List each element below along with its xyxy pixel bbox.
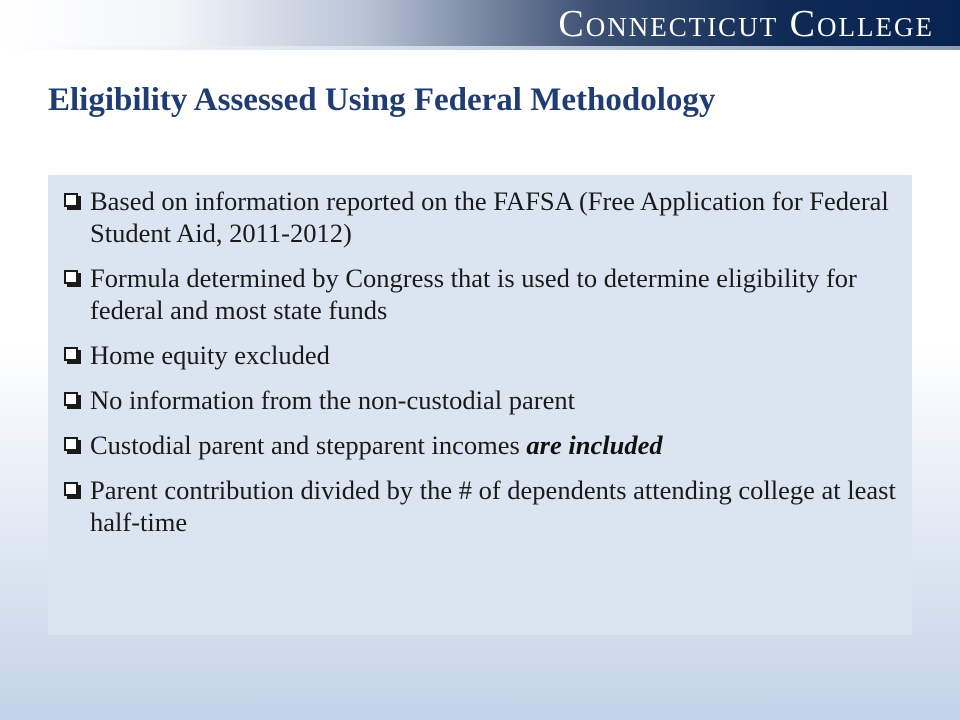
header-divider [0, 46, 960, 50]
bullet-emphasis: are included [526, 430, 663, 460]
bullet-panel [48, 175, 912, 635]
checkbox-square-icon [64, 437, 78, 451]
bullet-list [62, 185, 898, 538]
header-banner [0, 0, 960, 46]
bullet-item-parent-contribution [62, 474, 898, 538]
checkbox-square-icon [64, 482, 78, 496]
checkbox-square-icon [64, 270, 78, 284]
bullet-text: No information from the non-custodial parent [90, 385, 575, 415]
checkbox-square-icon [64, 347, 78, 361]
bullet-item-home-equity [62, 339, 898, 371]
bullet-text: Based on information reported on the FAFSA (Free Application for Federal Student Aid, 2011-2012) [90, 186, 889, 248]
checkbox-square-icon [64, 193, 78, 207]
checkbox-square-icon [64, 392, 78, 406]
bullet-text: Home equity excluded [90, 340, 330, 370]
bullet-text: Custodial parent and stepparent incomes [90, 430, 527, 460]
bullet-item-non-custodial [62, 384, 898, 416]
bullet-text: Parent contribution divided by the # of dependents attending college at least half-time [90, 475, 896, 537]
bullet-item-custodial-incomes [62, 429, 898, 461]
bullet-text: Formula determined by Congress that is used to determine eligibility for federal and most state funds [90, 263, 857, 325]
slide-title: Eligibility Assessed Using Federal Methodology [48, 82, 716, 118]
college-logo-text: Connecticut College [558, 3, 934, 45]
bullet-item-fafsa [62, 185, 898, 249]
bullet-item-formula [62, 262, 898, 326]
